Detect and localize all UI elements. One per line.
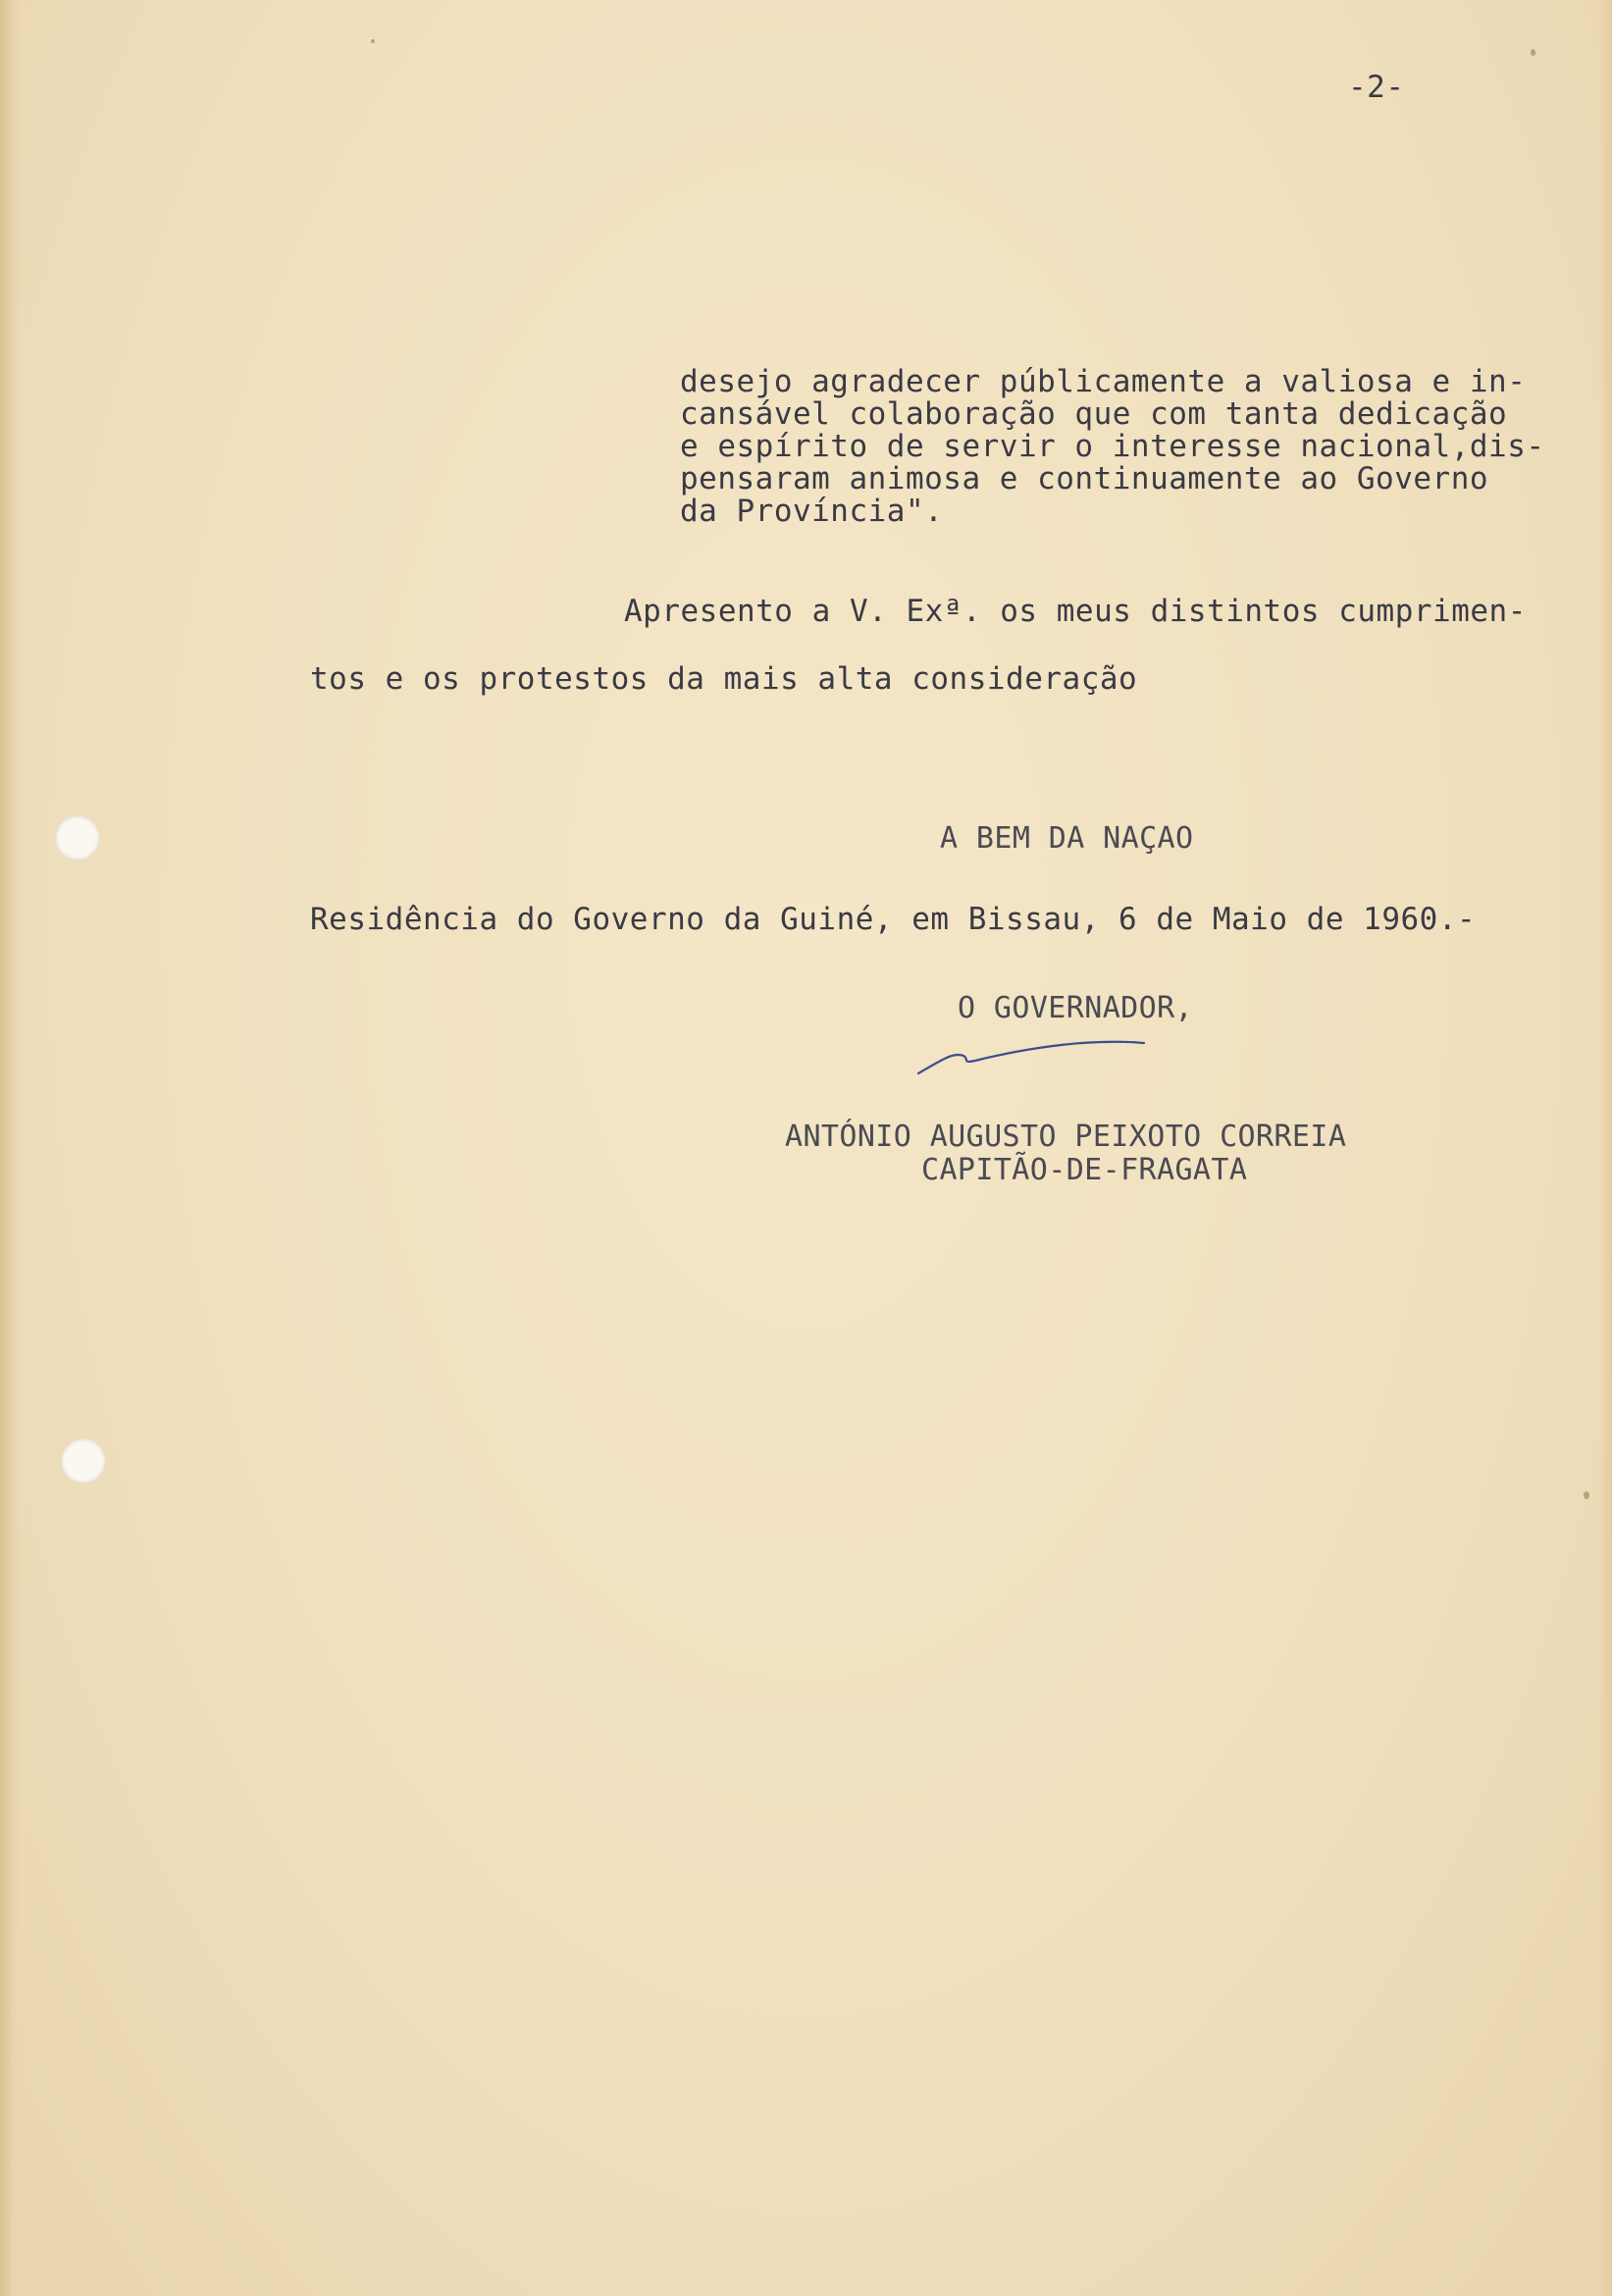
quote-line: cansável colaboração que com tanta dedicação [680, 396, 1508, 432]
quote-line: da Província". [680, 494, 944, 529]
signature-mark [912, 1030, 1148, 1079]
punch-hole-bottom [61, 1438, 106, 1484]
paper-edge-right [1598, 0, 1612, 2296]
quote-line: desejo agradecer públicamente a valiosa e in- [680, 364, 1527, 399]
paper-edge-left [0, 0, 22, 2296]
page-number: -2- [1348, 70, 1405, 105]
quote-line: pensaram animosa e continuamente ao Governo [680, 461, 1489, 496]
closing-line: Apresento a V. Exª. os meus distintos cumprimen- [624, 594, 1527, 629]
place-date: Residência do Governo da Guiné, em Bissau, 6 de Maio de 1960.- [310, 902, 1477, 937]
paper-speck [1531, 49, 1535, 56]
signatory-role: O GOVERNADOR, [958, 991, 1193, 1025]
motto: A BEM DA NAÇAO [940, 821, 1194, 856]
quote-line: e espírito de servir o interesse nacional,dis- [680, 429, 1545, 464]
signatory-name: ANTÓNIO AUGUSTO PEIXOTO CORREIA [785, 1120, 1347, 1154]
paper-speck [1584, 1491, 1589, 1499]
punch-hole-top [55, 815, 100, 861]
paper-speck [371, 39, 375, 43]
closing-line: tos e os protestos da mais alta consideração [310, 661, 1138, 697]
signatory-rank: CAPITÃO-DE-FRAGATA [921, 1153, 1248, 1187]
